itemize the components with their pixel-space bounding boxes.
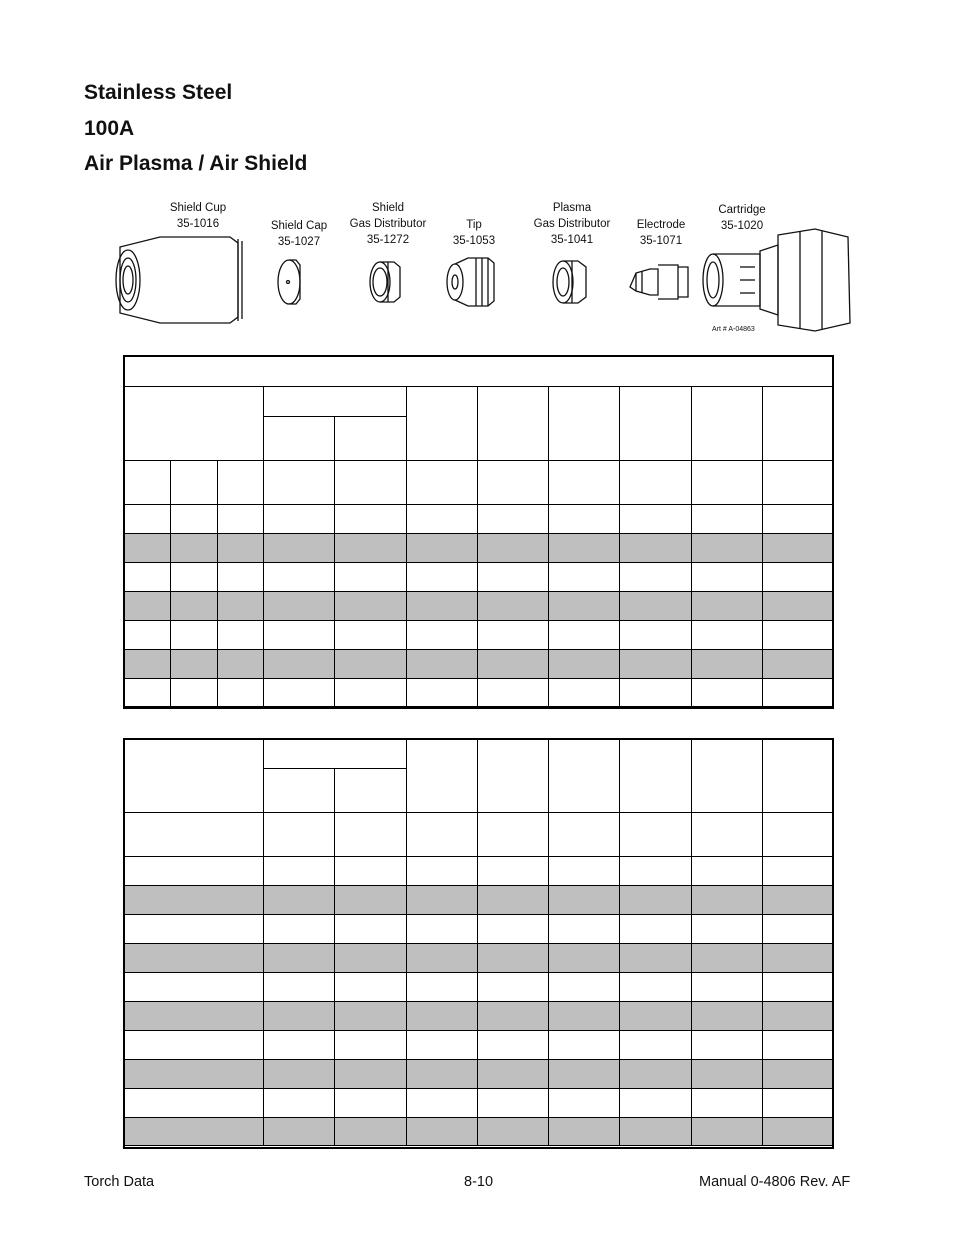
title-amperage: 100A — [84, 117, 135, 140]
part-label-plasma-gas-distributor: Plasma Gas Distributor 35-1041 — [533, 202, 611, 246]
table-row — [124, 592, 834, 621]
units-row — [124, 813, 834, 857]
header-cell — [264, 739, 407, 769]
cut-chart-table-upper — [123, 355, 834, 707]
part-label-shield-cap: Shield Cap 35-1027 — [270, 220, 328, 248]
header-cell — [407, 387, 478, 461]
title-gas: Air Plasma / Air Shield — [84, 152, 308, 175]
header-cell — [407, 739, 478, 813]
table-row — [124, 1031, 834, 1060]
units-row — [124, 461, 834, 505]
header-cell — [692, 739, 763, 813]
header-cell — [124, 387, 264, 461]
header-cell — [335, 769, 407, 813]
header-cell — [264, 769, 335, 813]
table-row — [124, 886, 834, 915]
table-row — [124, 621, 834, 650]
table-row — [124, 944, 834, 973]
tip-drawing — [447, 258, 494, 306]
header-cell — [549, 387, 620, 461]
part-label-shield-cup: Shield Cup 35-1016 — [169, 202, 227, 230]
header-cell — [620, 739, 692, 813]
part-label-cartridge: Cartridge 35-1020 — [718, 204, 766, 232]
part-label-tip: Tip 35-1053 — [452, 219, 496, 247]
footer-section: Torch Data — [84, 1174, 155, 1190]
part-label-electrode: Electrode 35-1071 — [636, 219, 686, 247]
header-cell — [692, 387, 763, 461]
torch-parts-illustration — [110, 225, 855, 335]
table-row — [124, 1060, 834, 1089]
header-cell — [763, 739, 834, 813]
table-row — [124, 973, 834, 1002]
header-cell — [264, 417, 335, 461]
manual-revision: Manual 0-4806 Rev. AF — [699, 1174, 851, 1190]
shield-gas-distributor-drawing — [370, 262, 400, 302]
art-number: Art # A-04863 — [712, 326, 755, 333]
plasma-gas-distributor-drawing — [553, 261, 586, 303]
table-title-cell — [124, 356, 834, 387]
part-label-shield-gas-distributor: Shield Gas Distributor 35-1272 — [349, 202, 427, 246]
header-cell — [264, 387, 407, 417]
electrode-drawing — [630, 265, 688, 299]
table-row — [124, 679, 834, 707]
table-row — [124, 650, 834, 679]
table-row — [124, 1118, 834, 1146]
header-cell — [478, 387, 549, 461]
page-number: 8-10 — [464, 1174, 494, 1190]
shield-cap-drawing — [278, 260, 300, 304]
header-cell — [478, 739, 549, 813]
header-cell — [124, 739, 264, 813]
table-row — [124, 563, 834, 592]
header-cell — [549, 739, 620, 813]
header-cell — [620, 387, 692, 461]
title-material: Stainless Steel — [84, 81, 233, 104]
header-cell — [763, 387, 834, 461]
table-row — [124, 505, 834, 534]
table-row — [124, 915, 834, 944]
shield-cup-drawing — [116, 237, 242, 323]
cut-chart-table-lower — [123, 738, 834, 1146]
table-row — [124, 1089, 834, 1118]
table-row — [124, 534, 834, 563]
header-cell — [335, 417, 407, 461]
table-row — [124, 1002, 834, 1031]
table-row — [124, 857, 834, 886]
cartridge-drawing — [703, 229, 850, 331]
